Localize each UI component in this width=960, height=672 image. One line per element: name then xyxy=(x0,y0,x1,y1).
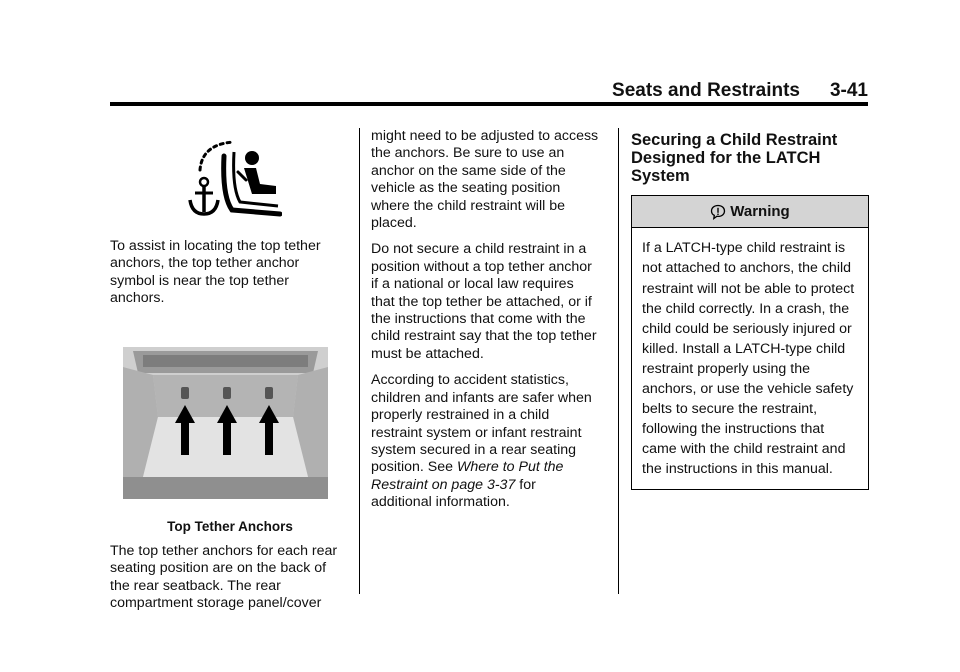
body-paragraph: The top tether anchors for each rear seating position are on the back of the rear seatback. The rear compartment storage panel/cover xyxy=(110,543,338,612)
cross-reference-link[interactable]: Where to Put the Restraint on page 3-37 xyxy=(371,459,564,493)
body-paragraph: Do not secure a child restraint in a position without a top tether anchor if a national or local law requires that the top tether be attached, or if the instructions that come with the child restraint say that the top tether must be attached. xyxy=(371,241,597,362)
section-title-header: Seats and Restraints xyxy=(612,80,800,101)
page-number: 3-41 xyxy=(829,80,868,101)
top-tether-anchor-icon xyxy=(182,136,282,220)
body-paragraph: might need to be adjusted to access the anchors. Be sure to use an anchor on the same side of the vehicle as the seating position where the child restraint will be placed. xyxy=(371,128,599,232)
column-1 xyxy=(110,128,350,622)
column-divider xyxy=(359,128,360,594)
paragraph-text: for additional information. xyxy=(371,476,536,511)
column-divider xyxy=(618,128,619,594)
warning-speech-bubble-icon xyxy=(710,204,726,220)
page-header xyxy=(110,80,868,102)
intro-paragraph: To assist in locating the top tether anchors, the top tether anchor symbol is near the top tether anchors. xyxy=(110,238,321,307)
section-heading: Securing a Child Restraint Designed for the LATCH System xyxy=(631,131,838,185)
warning-header xyxy=(632,196,868,228)
body-paragraph xyxy=(371,372,607,511)
header-rule xyxy=(110,102,868,106)
warning-box xyxy=(631,195,869,489)
warning-text: If a LATCH-type child restraint is not attached to anchors, the child restraint will not be able to protect the child correctly. In a crash, the child could be seriously injured or killed. Install a LATCH-type child restraint properly using the anchors, or use the vehicle safety belts to secure the restraint, following the instructions that came with the child restraint and the instructions in this manual. xyxy=(642,240,855,478)
cargo-area-top-tether-anchors-image xyxy=(123,347,328,499)
column-3 xyxy=(631,128,869,490)
column-2 xyxy=(371,128,607,521)
warning-title: Warning xyxy=(730,203,790,221)
paragraph-text: According to accident statistics, children and infants are safer when properly restrained in a child restraint system or infant restraint system secured in a rear seating position. See xyxy=(371,372,592,476)
photo-caption: Top Tether Anchors xyxy=(167,518,293,534)
